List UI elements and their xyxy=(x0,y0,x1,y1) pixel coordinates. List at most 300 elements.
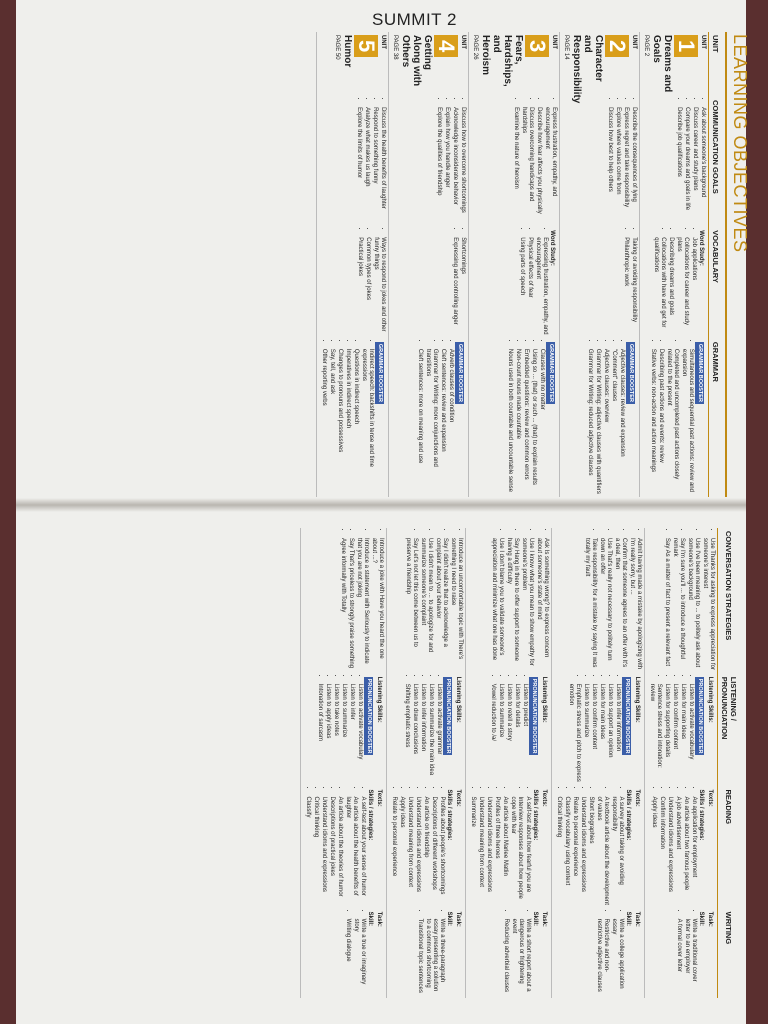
list-item: • Expressing frustration, empathy, and encouragement xyxy=(534,237,548,336)
bullet-list xyxy=(356,230,386,336)
list-item: • Imperatives in indirect speech xyxy=(344,349,351,494)
list-item: • Nouns used in both countable and uncountable sense xyxy=(506,349,513,494)
unit-row xyxy=(640,32,709,497)
unit-cell xyxy=(560,32,640,104)
section-label: Listening Skills: xyxy=(634,676,640,723)
list-item: • Say As a matter of fact to present a relevant fact xyxy=(663,538,670,671)
list-item: • Describe the consequences of lying xyxy=(630,107,637,224)
list-item: • Write a college application essay xyxy=(610,919,624,995)
writing-cell xyxy=(301,909,387,998)
section-label: Word Study: xyxy=(698,230,704,266)
list-item: • Short biographies xyxy=(587,796,594,905)
list-item: • Listen to retell a story xyxy=(505,684,512,784)
bullet-list xyxy=(652,230,697,336)
list-item: • Simultaneous and sequential past actions: review and expansion xyxy=(680,349,694,494)
bullet-list xyxy=(663,531,715,671)
writing-cell xyxy=(387,909,466,998)
list-item: • Say I didn't realize that to acknowledge a complaint about your behavior xyxy=(434,538,448,671)
list-item: • Listen to infer information xyxy=(614,684,621,784)
list-item: • Say I'm sure you'll ... to introduce a thoughtful remark xyxy=(671,538,685,671)
list-item: • Intonation of sarcasm xyxy=(316,684,323,784)
bullet-list xyxy=(355,100,386,224)
listening-cell xyxy=(301,674,387,787)
list-item: • Use I don't blame you to validate someone's appreciation and minimize what one has done xyxy=(490,538,504,671)
unit-row xyxy=(469,32,560,497)
unit-row xyxy=(466,528,552,998)
list-item: • A survey about taking or avoiding responsibility xyxy=(610,796,624,905)
list-item: • Use I know what you mean to show empathy for someone's problem xyxy=(520,538,534,671)
listening-cell xyxy=(645,674,718,787)
vocabulary-cell xyxy=(469,227,560,339)
list-item: • A textbook article about the development of values xyxy=(595,796,609,905)
list-item: • Listen to activate vocabulary xyxy=(687,684,694,784)
list-item: • Say Hang in there to offer support to someone having a difficulty xyxy=(505,538,519,671)
list-item: • Philanthropic work xyxy=(622,237,629,336)
list-item: • A self-test about your sense of humor xyxy=(359,796,366,905)
reading-cell xyxy=(301,786,387,908)
list-item: • Summarize xyxy=(469,796,476,905)
section-label: Listening Skills: xyxy=(707,676,713,723)
conversation-cell xyxy=(645,528,718,674)
list-item: • Clauses with no matter xyxy=(538,349,545,494)
writing-cell xyxy=(466,909,552,998)
column-header: GRAMMAR xyxy=(709,339,723,497)
section-label: Task: xyxy=(455,911,461,927)
list-item: • Express frustration, empathy, and encouragement xyxy=(543,107,557,224)
list-item: • Embedded questions: review and common errors xyxy=(522,349,529,494)
list-item: • A formal cover letter xyxy=(675,919,682,995)
list-item: • Write a traditional cover letter to an employer xyxy=(683,919,697,995)
list-item: • Other reporting verbs xyxy=(320,349,327,494)
section-label: Skill: xyxy=(532,911,538,927)
list-item: • Listen to activate vocabulary xyxy=(356,684,363,784)
bullet-list xyxy=(344,912,366,995)
section-label: Task: xyxy=(376,911,382,927)
list-item: • Writing dialogue xyxy=(344,919,351,995)
list-item: • Profiles of three heroes xyxy=(493,796,500,905)
unit-cell xyxy=(469,32,560,97)
list-item: • Describe how fear affects you physically xyxy=(535,107,542,224)
unit-title: Character and Responsibility xyxy=(571,35,604,104)
section-label: Skills / strategies: xyxy=(625,789,631,841)
list-item: • Explain how you handle anger xyxy=(443,107,450,224)
section-label: Task: xyxy=(541,911,547,927)
list-item: • Write a short report about a dangerous or frightening event xyxy=(510,919,531,995)
section-label: Texts: xyxy=(634,789,640,807)
list-item: • Express regret and take responsibility xyxy=(622,107,629,224)
list-item: • An article about the health benefits of laughter xyxy=(344,796,358,905)
booster-label: GRAMMAR BOOSTER xyxy=(628,343,634,402)
list-item: • Indirect speech: backshifts in tense and time expressions xyxy=(360,349,374,494)
booster-label: GRAMMAR BOOSTER xyxy=(377,343,383,402)
list-item: • Questions in indirect speech xyxy=(352,349,359,494)
list-item: • Discuss how best to help others xyxy=(606,107,613,224)
bullet-list xyxy=(403,677,442,784)
list-item: • Describe job qualifications xyxy=(675,107,682,224)
unit-title: Dreams and Goals xyxy=(651,35,673,93)
section-label: Skills / strategies: xyxy=(532,789,538,841)
communication-cell xyxy=(560,97,640,227)
unit-row xyxy=(389,32,469,497)
communication-cell xyxy=(469,97,560,227)
list-item: • Ways to respond to jokes and other funny things xyxy=(372,237,386,336)
bullet-list xyxy=(490,531,549,671)
list-item: • Changes to pronouns and possessives xyxy=(336,349,343,494)
list-item: • Expressing and controlling anger xyxy=(451,237,458,336)
list-item: • A job advertisement xyxy=(674,796,681,905)
section-label: Word Study: xyxy=(549,230,555,266)
list-item: • Listen to support an opinion xyxy=(606,684,613,784)
list-item: • Cleft sentences: review and expansion xyxy=(439,349,446,494)
list-item: • Interview responses about how people cope with fear xyxy=(509,796,523,905)
list-item: • Listen to activate grammar xyxy=(435,684,442,784)
bullet-list xyxy=(404,531,463,671)
section-label: Texts: xyxy=(455,789,461,807)
list-item: • Listen to apply ideas xyxy=(324,684,331,784)
column-header: UNIT xyxy=(709,32,723,97)
bullet-list xyxy=(595,912,624,995)
page-heading: LEARNING OBJECTIVES xyxy=(730,34,750,253)
list-item: • Relate to personal experience xyxy=(390,796,397,905)
list-item: • Classify vocabulary using context xyxy=(563,796,570,905)
list-item: • Listen for main ideas xyxy=(598,684,605,784)
bullet-list xyxy=(451,230,466,336)
conversation-cell xyxy=(466,528,552,674)
section-label: Texts: xyxy=(707,789,713,807)
communication-cell xyxy=(389,97,469,227)
bullet-list xyxy=(648,677,694,784)
list-item: • Respond to something funny xyxy=(371,107,378,224)
bullet-list xyxy=(469,789,531,905)
bullet-list xyxy=(606,100,637,224)
section-label: Skill: xyxy=(446,911,452,927)
list-item: • Listen to draw conclusions xyxy=(411,684,418,784)
list-item: • Adjective clauses: review and expansion xyxy=(618,349,625,494)
list-item: • Discuss the health benefits of laughter xyxy=(379,107,386,224)
list-item: • Cleft sentences: more on meaning and use xyxy=(416,349,423,494)
bullet-list xyxy=(586,342,625,494)
list-item: • Collocations for career and study plans xyxy=(675,237,689,336)
section-label: Texts: xyxy=(376,789,382,807)
section-label: Task: xyxy=(634,911,640,927)
communication-cell xyxy=(317,97,389,227)
unit-number-badge: 4 xyxy=(434,35,458,57)
list-item: • Listen for details xyxy=(513,684,520,784)
bullet-list xyxy=(506,342,545,494)
bullet-list xyxy=(649,342,694,494)
book-title: SUMMIT 2 xyxy=(372,10,457,29)
column-header: CONVERSATION STRATEGIES xyxy=(718,528,741,674)
list-item: • Understand idioms and expressions xyxy=(666,796,673,905)
bullet-list xyxy=(339,531,384,671)
list-item: • Say That's priceless to strongly praise something xyxy=(347,538,354,671)
list-item: • Completed and uncompleted past actions closely related to the present xyxy=(665,349,679,494)
list-item: • Listen for supporting details xyxy=(663,684,670,784)
list-item: • Take responsibility for a mistake by saying It was totally my fault xyxy=(583,538,597,671)
list-item: • "Comment" clauses xyxy=(610,349,617,494)
list-item: • Introduce a joke with Have you heard the one about ...? xyxy=(370,538,384,671)
unit-label: UNIT xyxy=(631,35,637,49)
list-item: • Common types of jokes xyxy=(364,237,371,336)
list-item: • Introduce an uncomfortable topic with There's something I need to raise xyxy=(449,538,463,671)
list-item: • Listen to summarize xyxy=(582,684,589,784)
unit-label: UNIT xyxy=(380,35,386,49)
writing-cell xyxy=(645,909,718,998)
list-item: • Shifting emphatic stress xyxy=(403,684,410,784)
list-item: • Say, tell, and ask xyxy=(328,349,335,494)
list-item: • Discuss how to overcome shortcomings xyxy=(459,107,466,224)
bullet-list xyxy=(650,789,697,905)
unit-row xyxy=(387,528,466,998)
list-item: • Critical thinking xyxy=(555,796,562,905)
bullet-list xyxy=(512,100,557,224)
section-label: Task: xyxy=(707,911,713,927)
booster-label: GRAMMAR BOOSTER xyxy=(548,343,554,402)
listening-cell xyxy=(552,674,645,787)
list-item: • Restrictive and non-restrictive adjective clauses xyxy=(595,919,609,995)
section-label: Skill: xyxy=(698,911,704,927)
objectives-table-left xyxy=(316,32,722,497)
section-label: Texts: xyxy=(541,789,547,807)
conversation-cell xyxy=(387,528,466,674)
bullet-list xyxy=(555,789,624,905)
bullet-list xyxy=(416,342,454,494)
list-item: • Listen to summarize xyxy=(340,684,347,784)
unit-number-badge: 2 xyxy=(605,35,629,57)
bullet-list xyxy=(390,789,445,905)
bullet-list xyxy=(567,677,621,784)
booster-label: GRAMMAR BOOSTER xyxy=(457,343,463,402)
list-item: • Non-count nouns made countable xyxy=(514,349,521,494)
list-item: • Write a three-paragraph essay presenting a solution to a common shortcoming xyxy=(424,919,445,995)
vocabulary-cell xyxy=(640,227,709,339)
list-item: • Profiles about people's shortcomings xyxy=(438,796,445,905)
list-item: • Classify xyxy=(304,796,311,905)
list-item: • Job applications xyxy=(690,237,697,336)
list-item: • Taking or avoiding responsibility xyxy=(630,237,637,336)
bullet-list xyxy=(502,912,531,995)
writing-cell xyxy=(552,909,645,998)
list-item: • Understand meaning from context xyxy=(477,796,484,905)
column-header: LISTENING / PRONUNCIATION xyxy=(718,674,741,787)
listening-cell xyxy=(466,674,552,787)
list-item: • Apply ideas xyxy=(650,796,657,905)
list-item: • Listen to confirm content xyxy=(671,684,678,784)
unit-cell xyxy=(640,32,709,97)
list-item: • Listen to predict xyxy=(521,684,528,784)
bullet-list xyxy=(320,342,374,494)
list-item: • Relate to personal experience xyxy=(571,796,578,905)
list-item: • Confirm that someone agrees to an offer with It's a deal, then xyxy=(613,538,627,671)
list-item: • Sentence stress and intonation: review xyxy=(648,684,662,784)
list-item: • Agree informally with Totally xyxy=(339,538,346,671)
list-item: • Write a true or imaginary story xyxy=(352,919,366,995)
bullet-list xyxy=(583,531,642,671)
vocabulary-cell xyxy=(389,227,469,339)
list-item: • Discuss career and study plans xyxy=(691,107,698,224)
list-item: • Admit having made a mistake by apologizing with I'm really sorry, but ... xyxy=(628,538,642,671)
bullet-list xyxy=(622,230,637,336)
list-item: • Collocations with have and get for qualifications xyxy=(652,237,666,336)
list-item: • Stative verbs: non-action and action meanings xyxy=(649,349,656,494)
list-item: • Acknowledge inconsiderate behavior xyxy=(451,107,458,224)
unit-cell xyxy=(317,32,389,97)
section-label: Skills / strategies: xyxy=(367,789,373,841)
list-item: • Listen to summarize xyxy=(497,684,504,784)
reading-cell xyxy=(645,786,718,908)
list-item: • Descriptions of practical jokes xyxy=(328,796,335,905)
unit-title: Getting Along with Others xyxy=(400,35,433,87)
list-item: • Understand idioms and expressions xyxy=(320,796,327,905)
listening-cell xyxy=(387,674,466,787)
column-header: COMMUNICATION GOALS xyxy=(709,97,723,227)
section-label: Listening Skills: xyxy=(376,676,382,723)
list-item: • Say Let's not let this come between us to preserve a friendship xyxy=(404,538,418,671)
reading-cell xyxy=(387,786,466,908)
unit-row xyxy=(317,32,389,497)
booster-label: PRONUNCIATION BOOSTER xyxy=(366,678,372,754)
unit-cell xyxy=(389,32,469,97)
booster-label: GRAMMAR BOOSTER xyxy=(697,343,703,402)
section-label: Skills / strategies: xyxy=(446,789,452,841)
unit-title: Fears, Hardships, and Heroism xyxy=(480,35,524,87)
list-item: • Confirm information xyxy=(658,796,665,905)
conversation-cell xyxy=(301,528,387,674)
unit-page: PAGE 14 xyxy=(563,35,569,60)
unit-row xyxy=(552,528,645,998)
vocabulary-cell xyxy=(317,227,389,339)
booster-label: PRONUNCIATION BOOSTER xyxy=(445,678,451,754)
list-item: • Grammar for Writing: reduced adjective clauses xyxy=(586,349,593,494)
learning-objectives-page-right xyxy=(20,528,740,998)
list-item: • Listen to summarize the main idea xyxy=(427,684,434,784)
list-item: • Compare your dreams and goals in life xyxy=(683,107,690,224)
unit-row xyxy=(645,528,718,998)
list-item: • Listen to take notes xyxy=(332,684,339,784)
list-item: • Reducing adverbial clauses xyxy=(502,919,509,995)
bullet-list xyxy=(416,912,445,995)
list-item: • Adverb clauses of condition xyxy=(447,349,454,494)
list-item: • An application for employment xyxy=(690,796,697,905)
list-item: • Use I've been meaning to ... to politely ask about someone's background xyxy=(686,538,700,671)
section-label: Listening Skills: xyxy=(541,676,547,723)
unit-page: PAGE 2 xyxy=(643,35,649,57)
list-item: • Grammar for Writing: more conjunctions and transitions xyxy=(424,349,438,494)
list-item: • An article about two famous people xyxy=(682,796,689,905)
list-item: • Analyze what makes us laugh xyxy=(363,107,370,224)
column-header: READING xyxy=(718,786,741,908)
unit-page: PAGE 50 xyxy=(334,35,340,60)
list-item: • Shortcomings xyxy=(459,237,466,336)
section-label: Skill: xyxy=(367,911,373,927)
list-item: • An article about the theories of humor xyxy=(336,796,343,905)
list-item: • Listen to infer information xyxy=(419,684,426,784)
list-item: • Adjective clauses: overview xyxy=(602,349,609,494)
book-gutter xyxy=(16,498,746,512)
list-item: • Use Thanks for asking to express appreciation for someone's interest xyxy=(701,538,715,671)
list-item: • Explore the limits of humor xyxy=(355,107,362,224)
list-item: • An article on friendship xyxy=(422,796,429,905)
grammar-cell xyxy=(317,339,389,497)
bullet-list xyxy=(518,230,548,336)
list-item: • Describing dreams and goals xyxy=(667,237,674,336)
section-label: Listening Skills: xyxy=(455,676,461,723)
list-item: • An article about Marlee Matlin xyxy=(501,796,508,905)
list-item: • Using parts of speech xyxy=(518,237,525,336)
unit-number-badge: 5 xyxy=(354,35,378,57)
list-item: • Explore where values come from xyxy=(614,107,621,224)
unit-number-badge: 3 xyxy=(525,35,549,57)
list-item: • Listen for main ideas xyxy=(679,684,686,784)
grammar-cell xyxy=(640,339,709,497)
booster-label: PRONUNCIATION BOOSTER xyxy=(697,678,703,754)
list-item: • Use I didn't mean to ... to apologize for and summarize someone's complaint xyxy=(419,538,433,671)
bullet-list xyxy=(675,100,706,224)
unit-page: PAGE 26 xyxy=(472,35,478,60)
unit-label: UNIT xyxy=(700,35,706,49)
bullet-list xyxy=(675,912,697,995)
list-item: • Describing past actions and events: review xyxy=(657,349,664,494)
reading-cell xyxy=(466,786,552,908)
bullet-list xyxy=(489,677,528,784)
list-item: • Understand idioms and expressions xyxy=(579,796,586,905)
list-item: • Descriptions of different workshops xyxy=(430,796,437,905)
bullet-list xyxy=(435,100,466,224)
grammar-cell xyxy=(469,339,560,497)
unit-page: PAGE 38 xyxy=(392,35,398,60)
bullet-list xyxy=(304,789,366,905)
booster-label: PRONUNCIATION BOOSTER xyxy=(531,678,537,754)
list-item: • Critical thinking xyxy=(312,796,319,905)
list-item: • Transitional topic sentences xyxy=(416,919,423,995)
section-label: Skill: xyxy=(625,911,631,927)
list-item: • Using so ... (that) or such ... (that) to explain results xyxy=(530,349,537,494)
list-item: • Understand meaning from context xyxy=(406,796,413,905)
objectives-table-right xyxy=(300,528,740,998)
bullet-list xyxy=(316,677,363,784)
column-header: VOCABULARY xyxy=(709,227,723,339)
grammar-cell xyxy=(389,339,469,497)
unit-title: Humor xyxy=(342,35,353,68)
unit-number-badge: 1 xyxy=(674,35,698,57)
list-item: • Grammar for Writing: adjective clauses with quantifiers xyxy=(594,349,601,494)
list-item: • Emphatic stress and pitch to express emotion xyxy=(567,684,581,784)
list-item: • Introduce a statement with Seriously to indicate that you are not joking xyxy=(355,538,369,671)
grammar-cell xyxy=(560,339,640,497)
reading-cell xyxy=(552,786,645,908)
unit-row xyxy=(560,32,640,497)
list-item: • Practical jokes xyxy=(356,237,363,336)
unit-label: UNIT xyxy=(551,35,557,49)
conversation-cell xyxy=(552,528,645,674)
list-item: • Understand idioms and expressions xyxy=(414,796,421,905)
list-item: • Discuss overcoming handicaps and hardships xyxy=(520,107,534,224)
communication-cell xyxy=(640,97,709,227)
unit-row xyxy=(301,528,387,998)
vocabulary-cell xyxy=(560,227,640,339)
booster-label: PRONUNCIATION BOOSTER xyxy=(624,678,630,754)
column-header: WRITING xyxy=(718,909,741,998)
list-item: • Ask Is something wrong? to express concern about someone's state of mind xyxy=(535,538,549,671)
list-item: • Explore the qualities of friendship xyxy=(435,107,442,224)
list-item: • Understand idioms and expressions xyxy=(485,796,492,905)
list-item: • Ask about someone's background xyxy=(699,107,706,224)
unit-label: UNIT xyxy=(460,35,466,49)
learning-objectives-page-left xyxy=(30,32,750,497)
section-label: Skills / strategies: xyxy=(698,789,704,841)
list-item: • Physical effects of fear xyxy=(526,237,533,336)
list-item: • Listen to infer xyxy=(348,684,355,784)
